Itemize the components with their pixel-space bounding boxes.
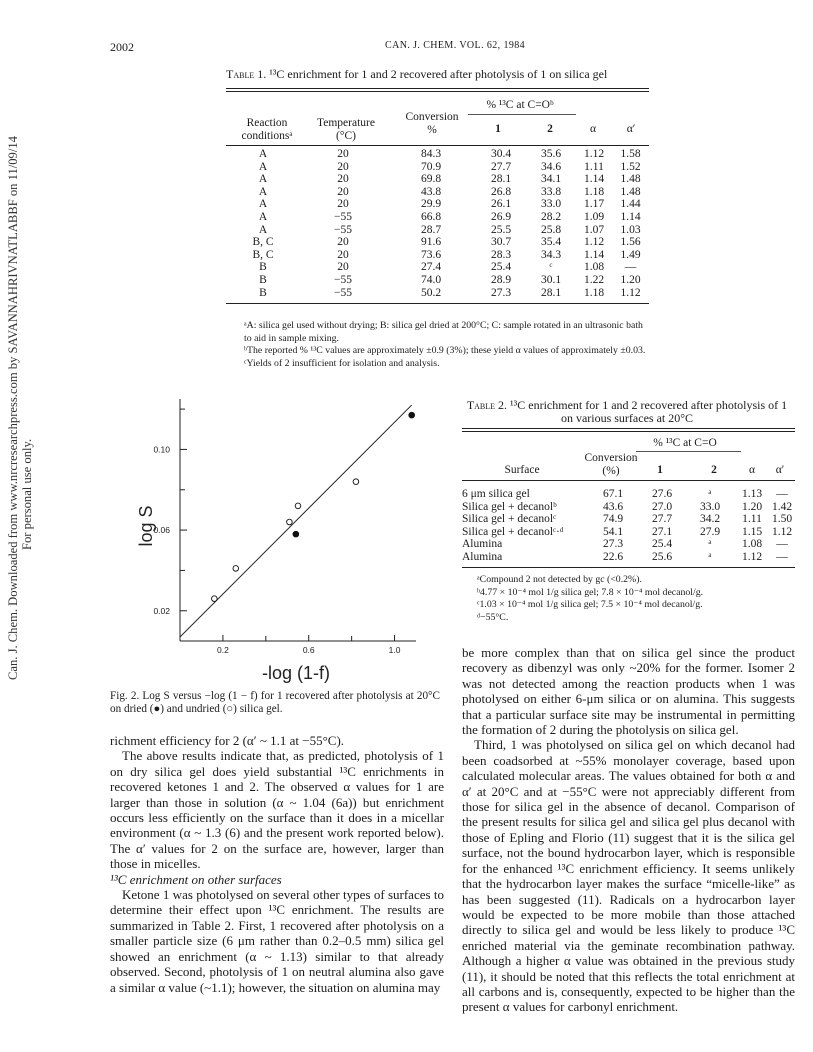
table1-cell: 1.14 [583,248,605,261]
table1-cell: 28.7 [420,223,442,236]
data-point-open [353,479,359,485]
table2-footnote-b: ᵇ4.77 × 10⁻⁴ mol 1/g silica gel; 7.8 × 10⁻⁴ mol decanol/g. [477,586,704,598]
table1-cell: 30.4 [490,148,512,160]
table1-cell: 34.3 [540,248,562,261]
table1-cell: 1.12 [620,286,641,299]
table1-cell: 1.17 [583,198,605,211]
table2-col-1: 1 [657,464,663,476]
table2-cell: 1.12 [771,525,793,538]
table1-row [226,173,649,186]
table1-cell: 26.9 [490,210,512,223]
table1-cell: 27.4 [420,261,442,274]
table1-cell: 29.9 [420,198,442,211]
table1-body [226,148,649,299]
table1-cell: 28.1 [490,173,512,186]
table2-col-surface: Surface [504,464,540,476]
table2-row [462,551,795,564]
table2-cell: 27.1 [651,525,673,538]
data-point-open [295,503,301,509]
table1-cell: 27.7 [490,160,512,173]
table1-cell: 25.8 [540,223,562,236]
data-point-open [212,596,218,602]
table1-cell: 91.6 [420,236,442,249]
table1-cell: 27.3 [490,286,512,299]
y-axis-label: log S [136,505,156,547]
table2-footnotes [477,574,795,624]
data-point-open [233,566,239,572]
section-heading: ¹³C enrichment on other surfaces [110,871,282,887]
fit-line [180,405,412,637]
table1-col-conversion-2: % [427,123,437,136]
table2-cell: ᵃ [708,550,712,563]
table1-cell: 73.6 [420,248,442,261]
table2-cell: 1.15 [741,525,763,538]
table2-cell: 1.12 [741,550,763,563]
table1-cell: 1.12 [583,148,605,160]
right-paragraph-1: be more complex than that on silica gel since the product recovery as dibenzyl was only ~20% for the former. Isomer 2 was not detected among the reaction products when 1 was photolysed on either 6-μm silica or on alumina. This suggests that a particular surface site may be instrumental in permitting the formation of 2 during the photolysis on silica gel. [462,645,795,738]
table2-cell: 1.08 [741,538,763,551]
y-tick-label: 0.06 [153,525,170,536]
table2-group-rule [636,451,741,452]
table2-row [462,501,795,514]
table1-row [226,211,649,224]
table2-cell: ᵃ [708,488,712,500]
table2-cell: 22.6 [602,550,624,563]
table1-cell: 70.9 [420,160,442,173]
table2-col-conversion-1: Conversion [584,452,638,464]
table1-cell: 1.07 [583,223,605,236]
left-paragraph-3: Ketone 1 was photolysed on several other types of surfaces to determine their effect upon ¹³C enrichment. The results are summarized in Table 2. First, 1 recovered after photolysis on a smaller particle size (6 μm rather than 0.2–0.5 mm) silica gel showed an enrichment (α ~ 1.13) similar to that already observed. Second, photolysis of 1 on neutral alumina also gave a similar α value (~1.1); however, the situation on alumina may [110,887,444,995]
table2-cell: 1.20 [741,500,763,513]
table2-cell: 33.0 [699,500,721,513]
personal-use-notice: For personal use only. [20,438,34,550]
table1-footnote-a: ᵃA: silica gel used without drying; B: silica gel dried at 200°C; C: sample rotated in an ultrasonic bath to aid in sample mixing. [244,320,643,344]
table2-bottom-rule [462,567,795,568]
x-axis-label: -log (1-f) [261,663,331,683]
table1-caption: Table 1. ¹³C enrichment for 1 and 2 recovered after photolysis of 1 on silica gel [226,67,608,81]
left-column-text [110,733,444,995]
table1-cell: 1.58 [620,148,641,160]
table1-cell: −55 [334,286,352,299]
table2-body [462,488,795,564]
table1-cell: 74.0 [420,273,442,286]
y-tick-label: 0.02 [153,605,170,616]
table1-cell: 1.18 [583,286,605,299]
table1-col-2: 2 [547,123,553,135]
table1-col-conversion-1: Conversion [405,111,459,123]
table2-cell: 67.1 [602,488,624,500]
running-head: CAN. J. CHEM. VOL. 62, 1984 [385,40,526,51]
table2-cell: 27.9 [699,525,721,538]
table2-caption: Table 2. ¹³C enrichment for 1 and 2 recovered after photolysis of 1 on various surfaces at 20°C [466,398,788,425]
table1-row [226,186,649,199]
table1-cell: A [258,223,268,236]
table1-header-rule [226,145,649,146]
table2-top-rule-2 [462,431,795,432]
table1-cell: 1.52 [620,160,641,173]
table1-cell: 1.49 [620,248,641,261]
figure2-caption: Fig. 2. Log S versus −log (1 − f) for 1 recovered after photolysis at 20°C on dried (●) and undried (○) silica gel. [110,690,440,716]
download-notice-sidebar [2,136,34,690]
table2-cell: 27.0 [651,500,673,513]
table1-cell: A [258,173,268,186]
table1-row [226,148,649,161]
table1-cell: ᶜ [549,261,553,274]
table1-cell: — [624,261,637,274]
table1-cell: 1.14 [620,210,641,223]
table2-cell: — [776,550,788,563]
table1-cell: 33.0 [540,198,562,211]
table1-cell: 20 [337,148,349,160]
table1-cell: 1.14 [583,173,605,186]
table2-cell: — [776,538,788,551]
data-point-filled [408,412,415,419]
table1-cell: 84.3 [420,148,442,160]
table2-cell: 43.6 [602,500,624,513]
table1-cell: 33.8 [540,185,562,198]
table1-cell: 28.1 [540,286,562,299]
table1-cell: 1.22 [583,273,605,286]
table2-cell: 1.11 [742,513,762,526]
chart-plot-area [136,399,416,683]
table1-cell: 20 [337,198,349,211]
x-tick-label: 1.0 [388,645,401,655]
x-tick-label: 0.6 [302,645,315,655]
figure2-chart [136,395,418,685]
table2-col-alpha: α [748,464,756,476]
table1-cell: 34.6 [540,160,562,173]
table1-cell: 43.8 [420,185,442,198]
table2-col-alpha-prime: α′ [775,464,785,476]
left-paragraph-1: richment efficiency for 2 (α′ ~ 1.1 at −55°C). [110,733,345,748]
table1-cell: 26.8 [490,185,512,198]
table1-cell: 1.48 [620,173,641,186]
table1-cell: 1.18 [583,185,605,198]
table2-cell: 27.6 [651,488,673,500]
table1-top-rule [226,88,649,89]
table2-cell: Silica gel + decanolᵇ [462,500,557,513]
table1-cell: 66.8 [420,210,442,223]
table1-col-reaction-2: conditionsᵃ [241,129,293,142]
table1-cell: −55 [334,210,352,223]
table1-group-header: % ¹³C at C=Oᵇ [486,99,554,111]
table1-cell: B, C [252,236,274,249]
table1-row [226,261,649,274]
table2-row [462,488,795,501]
table1-col-alpha: α [589,123,597,135]
table1-cell: 1.48 [620,185,641,198]
table2-cell: 1.50 [771,513,793,526]
table1-cell: 20 [337,185,349,198]
table1-cell: −55 [334,223,352,236]
table1-col-alpha-prime: α′ [626,123,636,135]
x-tick-label: 0.2 [216,645,229,655]
table1-cell: 35.4 [540,236,562,249]
right-column-text [462,645,795,1015]
data-point-filled [293,531,300,538]
table2-cell: Alumina [462,550,503,563]
table1-cell: 28.9 [490,273,512,286]
table1-bottom-rule [226,303,649,304]
table1-cell: 30.7 [490,236,512,249]
table1-col-temperature-2: (°C) [336,129,356,142]
table1-cell: 1.08 [583,261,605,274]
table1-cell: A [258,198,268,211]
table1-row [226,274,649,287]
table2-cell: — [776,488,788,500]
table1-row [226,236,649,249]
table2-cell: Silica gel + decanolᶜ·ᵈ [462,525,564,538]
table2-cell: 1.13 [741,488,763,500]
table1-cell: 1.44 [620,198,641,211]
table1-cell: B [259,286,267,299]
table1-cell: 69.8 [420,173,442,186]
table2-row [462,513,795,526]
table1-row [226,249,649,262]
table2-footnote-a: ᵃCompound 2 not detected by gc (<0.2%). [477,574,642,585]
table1-cell: 35.6 [540,148,562,160]
table2-col-conversion-2: (%) [602,464,620,477]
table2-footnote-c: ᶜ1.03 × 10⁻⁴ mol 1/g silica gel; 7.5 × 10⁻⁴ mol decanol/g. [477,599,703,610]
table1-top-rule-2 [226,91,649,92]
table1-row [226,198,649,211]
table1-group-rule [468,114,576,115]
table1-cell: 20 [337,248,349,261]
table1-col-1: 1 [495,123,501,135]
table1-cell: 30.1 [540,273,562,286]
table1-cell: 28.2 [540,210,562,223]
table1-col-reaction-1: Reaction [246,117,288,129]
table2-cell: 54.1 [602,525,624,538]
table2-top-rule [462,428,795,429]
right-paragraph-2: Third, 1 was photolysed on silica gel on which decanol had been coadsorbed at ~55% monolayer coverage, based upon calculated molecular areas. The values obtained for both α and α′ at 20°C and at −55°C were not appreciably different from those for silica gel in the absence of decanol. Comparison of the present results for silica gel and silica gel plus decanol with those of Epling and Florio (11) suggest that it is the silica gel surface, not the bound hydrocarbon layer, which is responsible for the enhanced ¹³C enrichment efficiency. It seems unlikely that the hydrocarbon layer makes the surface “micelle-like” as has been suggested (11). Radicals on a hydrocarbon layer would be expected to be more mobile than those attached directly to silica gel and would be less likely to produce ¹³C enriched material via the geminate recombination pathway. Although a higher α value was obtained in the previous study (11), it should be noted that this reflects the total enrichment at all carbons and is, consequently, expected to be higher than the present α values for carbonyl enrichment. [462,737,795,1015]
left-paragraph-2: The above results indicate that, as predicted, photolysis of 1 on dry silica gel does yield substantial ¹³C enrichments in recovered ketones 1 and 2. The observed α values for 1 are larger than those in solution (α ~ 1.04 (6a)) but enrichment occurs less efficiently on the surface than it does in a micellar environment (α ~ 1.3 (6) and the present work reported below). The α′ values for 2 on the surface are, however, larger than those in micelles. [110,748,444,872]
table2-cell: Silica gel + decanolᶜ [462,513,557,526]
table2-cell: 1.42 [771,500,793,513]
table1-cell: 20 [337,236,349,249]
table1-cell: 25.5 [490,223,512,236]
table2-group-header: % ¹³C at C=O [653,437,717,449]
table1-cell: 1.11 [584,160,604,173]
table1-cell: 1.20 [620,273,641,286]
table1-cell: A [258,185,268,198]
table1-cell: 1.03 [620,223,641,236]
table2-row [462,538,795,551]
table1-cell: B [259,273,267,286]
table1-cell: 34.1 [540,173,562,186]
table1-cell: 20 [337,261,349,274]
table1-cell: 1.09 [583,210,605,223]
table2-cell: 6 μm silica gel [462,488,530,500]
table1-col-temperature-1: Temperature [317,117,375,129]
table2-header-rule [462,480,795,481]
page-number: 2002 [110,40,134,54]
table1-cell: −55 [334,273,352,286]
table1-cell: B [259,261,267,274]
table2-footnote-d: ᵈ−55°C. [477,611,509,623]
table2-cell: ᵃ [708,538,712,551]
table2-cell: Alumina [462,538,503,551]
table2-cell: 34.2 [699,513,721,526]
table2-row [462,526,795,539]
data-point-open [287,519,293,525]
table1-cell: A [258,210,268,223]
table1-cell: 25.4 [490,261,512,274]
table1-cell: 28.3 [490,248,512,261]
table1-cell: A [258,148,268,160]
table1-cell: A [258,160,268,173]
download-notice: Can. J. Chem. Downloaded from www.nrcresearchpress.com by SAVANNAHRIVNATLABBF on 11/09/14 [6,136,20,680]
table1-cell: 1.56 [620,236,641,249]
table2-cell: 25.6 [651,550,673,563]
table1-cell: B, C [252,248,274,261]
table1-cell: 26.1 [490,198,512,211]
table1-row [226,287,649,300]
table1-row [226,224,649,237]
table1-footnote-c: ᶜYields of 2 insufficient for isolation and analysis. [244,357,440,369]
table1-cell: 1.12 [583,236,605,249]
table1-cell: 50.2 [420,286,442,299]
table1-cell: 20 [337,160,349,173]
table2-cell: 25.4 [651,538,673,551]
table2-col-2: 2 [711,464,717,476]
table2-cell: 27.7 [651,513,673,526]
table1-cell: 20 [337,173,349,186]
y-tick-label: 0.10 [153,444,170,455]
table1-row [226,161,649,174]
table1-footnotes [244,320,649,370]
table2-cell: 27.3 [602,538,624,551]
table1-footnote-b: ᵇThe reported % ¹³C values are approximately ±0.9 (3%); these yield α values of approximately ±0.03. [244,345,646,356]
table2-cell: 74.9 [602,513,624,526]
